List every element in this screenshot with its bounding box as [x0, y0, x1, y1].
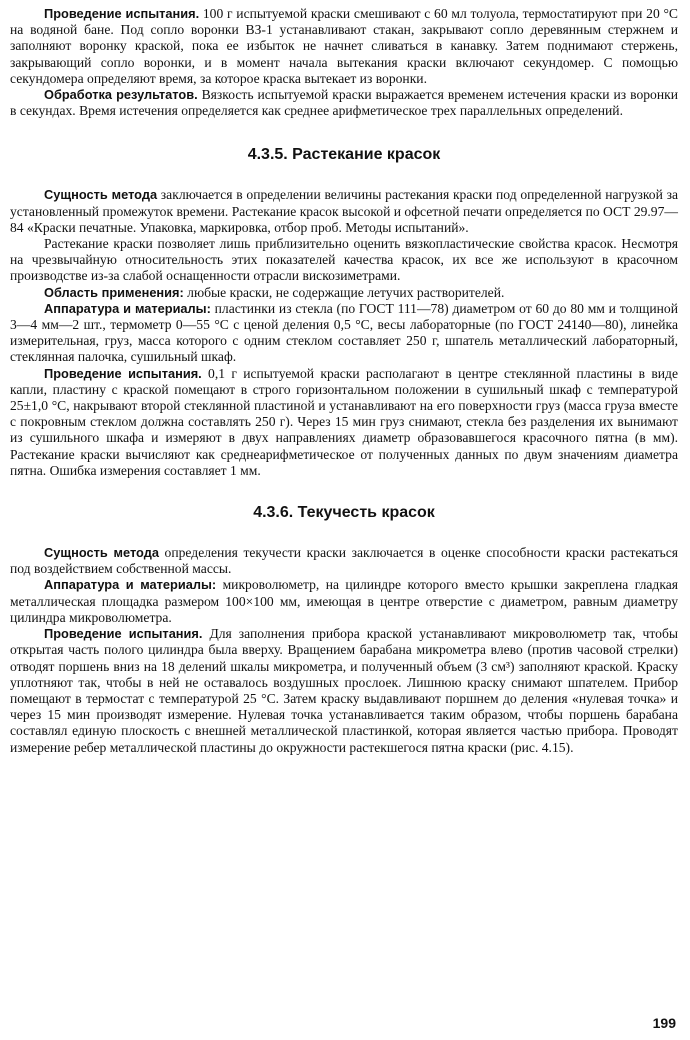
paragraph-text: 0,1 г испытуемой краски располагают в центре стеклянной пластины в виде капли, пластину с краской помещают в строго горизонтальном положении в сушильный шкаф с температурой 25±1,0 °С, накрывают второй стеклянной пластиной и устанавливают на его поверхности груз (масса груза вместе с покровным стеклом должна составлять 250 г). Через 15 мин груз снимают, стекла без разделения их вынимают из сушильного шкафа и измеряют в двух направлениях диаметр образовавшегося красочного пятна (в мм). Растекание краски вычисляют как среднеарифметическое от полученных данных по двум значениям диаметра пятна. Ошибка измерения составляет 1 мм. [10, 365, 678, 478]
paragraph-text: микроволюметр, на цилиндре которого вместо крышки закреплена гладкая металлическая площадка размером 100×100 мм, имеющая в центре отверстие с диаметром, равным диаметру цилиндра микроволюметра. [10, 577, 679, 625]
paragraph-text: 100 г испытуемой краски смешивают с 60 мл толуола, термостатируют при 20 °С на водяной бане. Под сопло воронки ВЗ-1 устанавливают стакан, закрывают сопло деревянным стержнем и заполняют воронку краской, пока ее избыток не начнет сливаться в канавку. Затем поднимают стержень, закрывающий сопло воронки, и в момент начала вытекания краски включают секундомер. С помощью секундомера определяют время, за которое краска вытекает из воронки. [10, 6, 678, 86]
paragraph-lead: Сущность метода [44, 187, 158, 203]
paragraph-lead: Проведение испытания. [44, 6, 200, 21]
section-heading-436: 4.3.6. Текучесть красок [253, 504, 435, 522]
paragraph-lead: Сущность метода [44, 545, 159, 561]
paragraph-lead: Аппаратура и материалы: [44, 300, 211, 316]
paragraph-method-essence [10, 187, 678, 236]
paragraph-text: пластинки из стекла (по ГОСТ 111—78) диаметром от 60 до 80 мм и толщиной 3—4 мм—2 шт., термометр 0—55 °С с ценой деления 0,5 °С, весы лабораторные (по ГОСТ 24140—80), линейка измерительная, груз, масса которого с одним стеклом составляет 250 г, шпатель металлический лабораторный, стеклянная палочка, сушильный шкаф. [10, 300, 678, 365]
paragraph-method-essence [10, 545, 678, 577]
section-heading-435: 4.3.5. Растекание красок [247, 146, 441, 164]
paragraph-test-procedure [10, 626, 678, 756]
paragraph-equipment [10, 301, 678, 366]
paragraph-scope [10, 285, 678, 301]
paragraph-lead: Проведение испытания. [44, 626, 203, 642]
paragraph-equipment [10, 577, 678, 626]
page-body [10, 6, 678, 756]
paragraph-text: определения текучести краски заключается в оценке способности краски растекаться под воздействием собственной массы. [10, 545, 678, 577]
paragraph-lead: Аппаратура и материалы: [44, 577, 217, 593]
paragraph-results [10, 87, 678, 119]
paragraph-test-procedure [10, 6, 678, 87]
paragraph-lead: Обработка результатов. [44, 87, 198, 103]
paragraph-text: Вязкость испытуемой краски выражается временем истечения краски из воронки в секундах. Время истечения определяется как среднее арифметическое трех параллельных определений. [10, 87, 678, 119]
paragraph-text: любые краски, не содержащие летучих растворителей. [183, 284, 505, 300]
paragraph-text: заключается в определении величины растекания краски под определенной нагрузкой за установленный промежуток времени. Растекание красок высокой и офсетной печати определяется по ОСТ 29.97—84 «Краски печатные. Упаковка, маркировка, отбор проб. Методы испытаний». [10, 187, 678, 235]
paragraph-spreading-note: Растекание краски позволяет лишь приблизительно оценить вязкопластические свойства красок. Несмотря на чрезвычайную относительность этих показателей качества красок, их все же используют в красочном производстве из-за слабой оснащенности отрасли вискозиметрами. [10, 236, 678, 284]
paragraph-lead: Область применения: [44, 284, 184, 300]
page-number: 199 [652, 1015, 676, 1031]
paragraph-text: Для заполнения прибора краской устанавливают микроволюметр так, чтобы открытая часть полого цилиндра была вверху. Вращением барабана микрометра влево (против часовой стрелки) отводят поршень вниз на 18 делений шкалы микрометра, и полученный объем (3 см³) заполняют краской. Краску уплотняют так, чтобы в ней не оставалось воздушных прослоек. Лишнюю краску снимают шпателем. Прибор помещают в термостат с температурой 25 °С. Затем краску выдавливают поршнем до деления «нулевая точка» и через 15 мин производят измерение. Нулевая точка устанавливается таким образом, чтобы поршень барабана составлял единую плоскость с внешней металлической пластинкой, которая является частью прибора. Проводят измерение ребер металлической пластины до окружности растекшегося пятна краски (рис. 4.15). [10, 626, 678, 755]
paragraph-test-procedure [10, 366, 678, 479]
paragraph-lead: Проведение испытания. [44, 365, 202, 381]
